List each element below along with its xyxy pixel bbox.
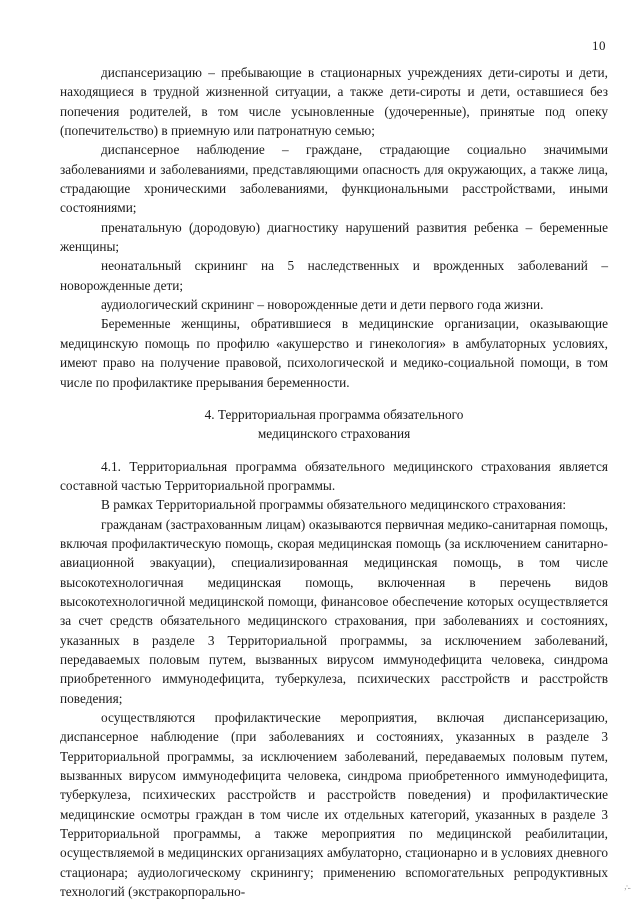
paragraph: 4.1. Территориальная программа обязательного медицинского страхования является составной частью Территориальной программы. xyxy=(60,458,608,493)
section-heading xyxy=(60,405,608,444)
paragraph: неонатальный скрининг на 5 наследственных и врожденных заболеваний – новорожденные дети; xyxy=(60,258,608,293)
paragraph: Беременные женщины, обратившиеся в медицинские организации, оказывающие медицинскую помощь по профилю «акушерство и гинекология» в амбулаторных условиях, имеют право на получение правовой, психологической и медико-социальной помощи, в том числе по профилактике прерывания беременности. xyxy=(60,316,608,390)
paragraph: диспансерное наблюдение – граждане, страдающие социально значимыми заболеваниями и заболеваниями, представляющими опасность для окружающих, а также лица, страдающие хроническими заболеваниями, функциональными расстройствами, иными состояниями; xyxy=(60,142,608,216)
paragraph: аудиологический скрининг – новорожденные дети и дети первого года жизни. xyxy=(101,297,544,313)
page-number: 10 xyxy=(592,38,606,53)
paragraph: пренатальную (дородовую) диагностику нарушений развития ребенка – беременные женщины; xyxy=(60,219,608,255)
section-heading-line1: 4. Территориальная программа обязательного xyxy=(204,406,464,422)
paragraph: диспансеризацию – пребывающие в стационарных учреждениях дети-сироты и дети, находящиеся в трудной жизненной ситуации, а также дети-сироты и дети, оставшиеся без попечения родителей, в том числе усыновленные (удочеренные), принятые под опеку (попечительство) в приемную или патронатную семью; xyxy=(60,65,608,139)
paragraph: В рамках Территориальной программы обязательного медицинского страхования: xyxy=(101,497,567,513)
paragraph: осуществляются профилактические мероприятия, включая диспансеризацию, диспансерное наблюдение (при заболеваниях и состояниях, указанных в разделе 3 Территориальной программы, за исключением заболеваний, передаваемых половым путем, вызванных вирусом иммунодефицита человека, синдрома приобретенного иммунодефицита, туберкулеза, психических расстройств и расстройств поведения) и профилактические медицинские осмотры граждан в том числе их отдельных категорий, указанных в разделе 3 Территориальной программы, а также мероприятия по медицинской реабилитации, осуществляемой в медицинских организациях амбулаторно, стационарно и в условиях дневного стационара; аудиологическому скринингу; применению вспомогательных репродуктивных технологий (экстракорпорально- xyxy=(60,710,608,900)
scan-corner-mark: ,·.. xyxy=(624,881,630,891)
document-body xyxy=(60,63,608,901)
paragraph: гражданам (застрахованным лицам) оказываются первичная медико-санитарная помощь, включая профилактическую помощь, скорая медицинская помощь (за исключением санитарно-авиационной эвакуации), специализированная медицинская помощь, в том числе высокотехнологичная медицинская помощь, включенная в перечень видов высокотехнологичной медицинской помощи, финансовое обеспечение которых осуществляется за счет средств обязательного медицинского страхования, при заболеваниях и состояниях, указанных в разделе 3 Территориальной программы, за исключением заболеваний, передаваемых половым путем, вызванных вирусом иммунодефицита человека, синдрома приобретенного иммунодефицита, туберкулеза, психических расстройств и расстройств поведения; xyxy=(60,516,608,706)
section-heading-line2: медицинского страхования xyxy=(257,426,411,442)
